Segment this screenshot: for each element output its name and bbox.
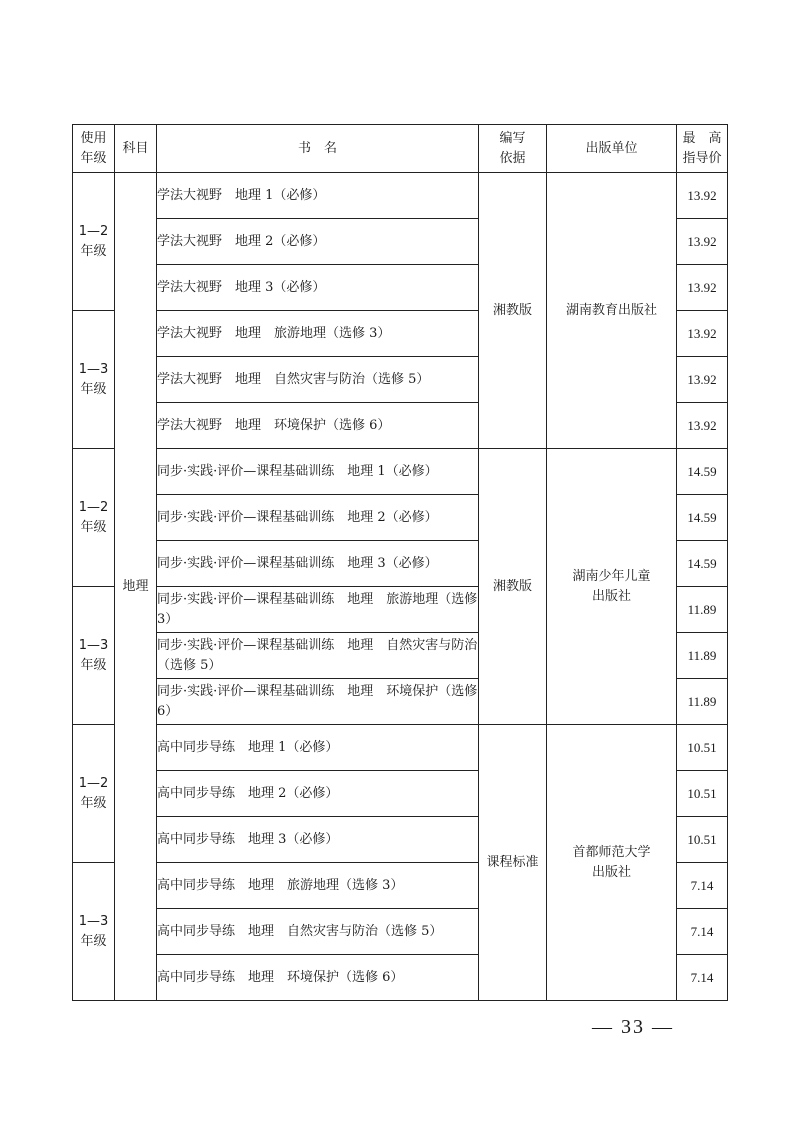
price-cell: 11.89 xyxy=(677,587,728,633)
price-cell: 10.51 xyxy=(677,771,728,817)
book-title-cell: 学法大视野 地理 环境保护（选修 6） xyxy=(157,403,479,449)
header-basis: 编写 依据 xyxy=(479,125,547,173)
publisher-cell: 湖南少年儿童 出版社 xyxy=(547,449,677,725)
page-number: — 33 — xyxy=(592,1016,674,1038)
grade-cell: 1—3 年级 xyxy=(73,311,115,449)
price-cell: 7.14 xyxy=(677,863,728,909)
subject-cell: 地理 xyxy=(115,173,157,1001)
textbook-price-table xyxy=(72,124,728,1001)
header-title: 书 名 xyxy=(157,125,479,173)
price-cell: 14.59 xyxy=(677,495,728,541)
book-title-cell: 同步·实践·评价—课程基础训练 地理 旅游地理（选修 3） xyxy=(157,587,479,633)
grade-cell: 1—2 年级 xyxy=(73,173,115,311)
basis-cell: 湘教版 xyxy=(479,449,547,725)
price-cell: 11.89 xyxy=(677,679,728,725)
price-cell: 13.92 xyxy=(677,265,728,311)
price-cell: 13.92 xyxy=(677,357,728,403)
price-cell: 7.14 xyxy=(677,955,728,1001)
basis-cell: 课程标准 xyxy=(479,725,547,1001)
price-cell: 13.92 xyxy=(677,311,728,357)
table-row xyxy=(73,725,728,771)
price-cell: 13.92 xyxy=(677,403,728,449)
publisher-cell: 首都师范大学 出版社 xyxy=(547,725,677,1001)
book-title-cell: 同步·实践·评价—课程基础训练 地理 3（必修） xyxy=(157,541,479,587)
book-title-cell: 同步·实践·评价—课程基础训练 地理 2（必修） xyxy=(157,495,479,541)
price-cell: 13.92 xyxy=(677,219,728,265)
header-subject: 科目 xyxy=(115,125,157,173)
price-cell: 10.51 xyxy=(677,817,728,863)
book-title-cell: 同步·实践·评价—课程基础训练 地理 1（必修） xyxy=(157,449,479,495)
header-grade: 使用 年级 xyxy=(73,125,115,173)
book-title-cell: 学法大视野 地理 自然灾害与防治（选修 5） xyxy=(157,357,479,403)
book-title-cell: 同步·实践·评价—课程基础训练 地理 环境保护（选修 6） xyxy=(157,679,479,725)
book-title-cell: 高中同步导练 地理 旅游地理（选修 3） xyxy=(157,863,479,909)
grade-cell: 1—3 年级 xyxy=(73,587,115,725)
book-title-cell: 学法大视野 地理 3（必修） xyxy=(157,265,479,311)
price-cell: 7.14 xyxy=(677,909,728,955)
book-title-cell: 高中同步导练 地理 2（必修） xyxy=(157,771,479,817)
grade-cell: 1—3 年级 xyxy=(73,863,115,1001)
book-title-cell: 学法大视野 地理 旅游地理（选修 3） xyxy=(157,311,479,357)
book-title-cell: 高中同步导练 地理 环境保护（选修 6） xyxy=(157,955,479,1001)
price-cell: 10.51 xyxy=(677,725,728,771)
grade-cell: 1—2 年级 xyxy=(73,449,115,587)
price-cell: 14.59 xyxy=(677,541,728,587)
header-row xyxy=(73,125,728,173)
header-publisher: 出版单位 xyxy=(547,125,677,173)
book-title-cell: 高中同步导练 地理 1（必修） xyxy=(157,725,479,771)
basis-cell: 湘教版 xyxy=(479,173,547,449)
book-title-cell: 同步·实践·评价—课程基础训练 地理 自然灾害与防治（选修 5） xyxy=(157,633,479,679)
publisher-cell: 湖南教育出版社 xyxy=(547,173,677,449)
table-row xyxy=(73,173,728,219)
book-title-cell: 学法大视野 地理 1（必修） xyxy=(157,173,479,219)
price-cell: 13.92 xyxy=(677,173,728,219)
header-price: 最 高 指导价 xyxy=(677,125,728,173)
book-title-cell: 高中同步导练 地理 3（必修） xyxy=(157,817,479,863)
grade-cell: 1—2 年级 xyxy=(73,725,115,863)
table-row xyxy=(73,449,728,495)
price-cell: 11.89 xyxy=(677,633,728,679)
book-title-cell: 学法大视野 地理 2（必修） xyxy=(157,219,479,265)
book-title-cell: 高中同步导练 地理 自然灾害与防治（选修 5） xyxy=(157,909,479,955)
price-cell: 14.59 xyxy=(677,449,728,495)
